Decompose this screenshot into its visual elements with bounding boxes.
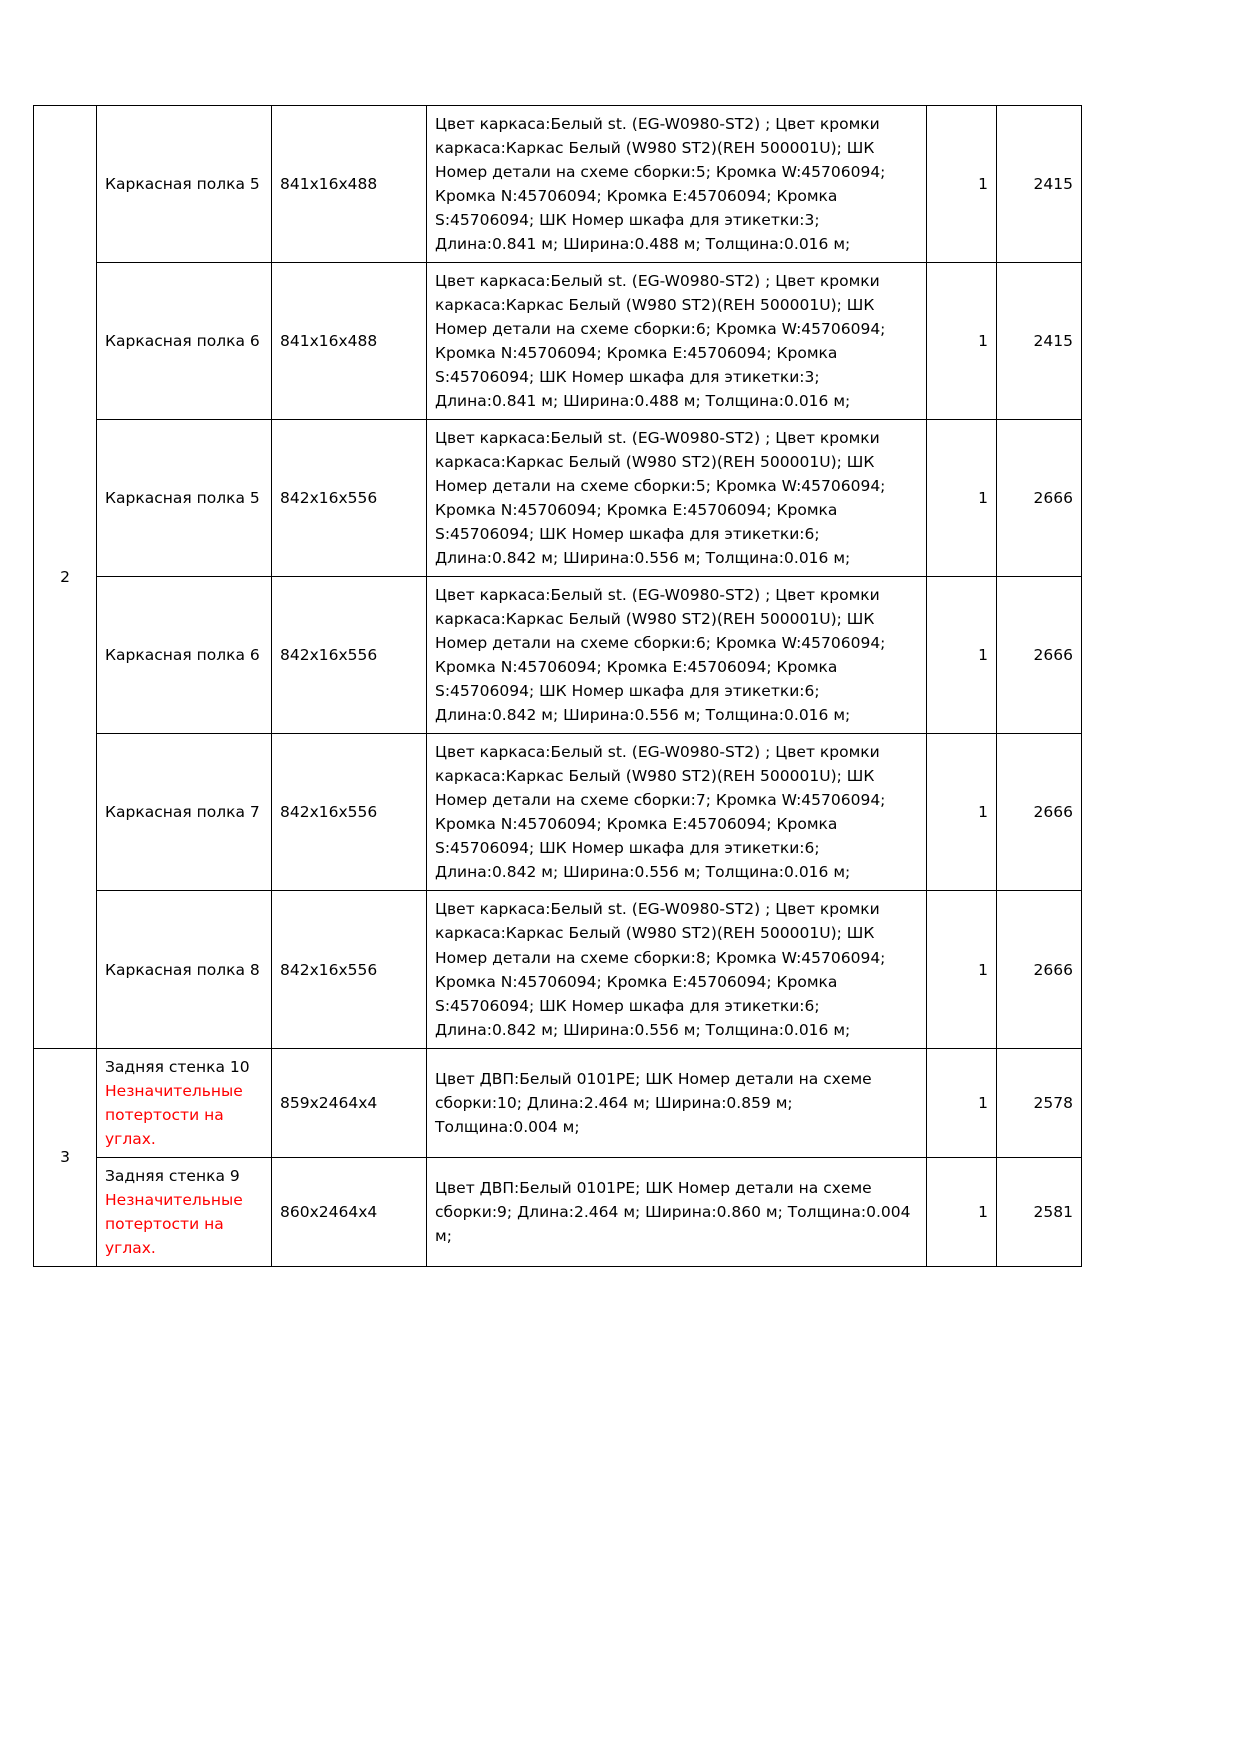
- part-quantity: 1: [927, 420, 997, 577]
- part-name: [97, 106, 272, 263]
- part-dimensions: 842x16x556: [272, 734, 427, 891]
- table-row: [34, 263, 1082, 420]
- part-price: 2666: [997, 734, 1082, 891]
- part-quantity: 1: [927, 891, 997, 1048]
- part-description: Цвет каркаса:Белый st. (EG-W0980-ST2) ; Цвет кромки каркаса:Каркас Белый (W980 ST2)(REH 500001U); ШК Номер детали на схеме сборки:5; Кромка W:45706094; Кромка N:45706094; Кромка E:45706094; Кромка S:45706094; ШК Номер шкафа для этикетки:3; Длина:0.841 м; Ширина:0.488 м; Толщина:0.016 м;: [427, 106, 927, 263]
- part-dimensions: 842x16x556: [272, 577, 427, 734]
- part-price: 2415: [997, 263, 1082, 420]
- part-description: Цвет каркаса:Белый st. (EG-W0980-ST2) ; Цвет кромки каркаса:Каркас Белый (W980 ST2)(REH 500001U); ШК Номер детали на схеме сборки:5; Кромка W:45706094; Кромка N:45706094; Кромка E:45706094; Кромка S:45706094; ШК Номер шкафа для этикетки:6; Длина:0.842 м; Ширина:0.556 м; Толщина:0.016 м;: [427, 420, 927, 577]
- part-price: 2578: [997, 1048, 1082, 1157]
- part-quantity: 1: [927, 263, 997, 420]
- part-name: [97, 734, 272, 891]
- part-name-text: Каркасная полка 6: [105, 646, 260, 665]
- part-name-text: Каркасная полка 7: [105, 803, 260, 822]
- part-description: Цвет каркаса:Белый st. (EG-W0980-ST2) ; Цвет кромки каркаса:Каркас Белый (W980 ST2)(REH 500001U); ШК Номер детали на схеме сборки:7; Кромка W:45706094; Кромка N:45706094; Кромка E:45706094; Кромка S:45706094; ШК Номер шкафа для этикетки:6; Длина:0.842 м; Ширина:0.556 м; Толщина:0.016 м;: [427, 734, 927, 891]
- table-row: [34, 891, 1082, 1048]
- part-name: [97, 420, 272, 577]
- part-dimensions: 860x2464x4: [272, 1157, 427, 1266]
- table-row: [34, 1157, 1082, 1266]
- part-quantity: 1: [927, 106, 997, 263]
- table-row: [34, 1048, 1082, 1157]
- part-name-text: Задняя стенка 9: [105, 1166, 240, 1185]
- part-condition-note: Незначительные потертости на углах.: [105, 1190, 243, 1257]
- part-description: Цвет каркаса:Белый st. (EG-W0980-ST2) ; Цвет кромки каркаса:Каркас Белый (W980 ST2)(REH 500001U); ШК Номер детали на схеме сборки:8; Кромка W:45706094; Кромка N:45706094; Кромка E:45706094; Кромка S:45706094; ШК Номер шкафа для этикетки:6; Длина:0.842 м; Ширина:0.556 м; Толщина:0.016 м;: [427, 891, 927, 1048]
- table-body: [34, 106, 1082, 1267]
- part-description: Цвет ДВП:Белый 0101PE; ШК Номер детали на схеме сборки:9; Длина:2.464 м; Ширина:0.860 м; Толщина:0.004 м;: [427, 1157, 927, 1266]
- part-quantity: 1: [927, 1157, 997, 1266]
- part-name: [97, 263, 272, 420]
- part-dimensions: 842x16x556: [272, 420, 427, 577]
- table-row: [34, 420, 1082, 577]
- part-name: [97, 1157, 272, 1266]
- part-dimensions: 842x16x556: [272, 891, 427, 1048]
- part-name: [97, 1048, 272, 1157]
- part-name-text: Каркасная полка 6: [105, 332, 260, 351]
- part-name: [97, 891, 272, 1048]
- part-price: 2666: [997, 891, 1082, 1048]
- table-row: [34, 577, 1082, 734]
- table-row: [34, 106, 1082, 263]
- part-price: 2415: [997, 106, 1082, 263]
- part-dimensions: 859x2464x4: [272, 1048, 427, 1157]
- row-group-number: 2: [34, 106, 97, 1049]
- part-description: Цвет каркаса:Белый st. (EG-W0980-ST2) ; Цвет кромки каркаса:Каркас Белый (W980 ST2)(REH 500001U); ШК Номер детали на схеме сборки:6; Кромка W:45706094; Кромка N:45706094; Кромка E:45706094; Кромка S:45706094; ШК Номер шкафа для этикетки:3; Длина:0.841 м; Ширина:0.488 м; Толщина:0.016 м;: [427, 263, 927, 420]
- part-price: 2581: [997, 1157, 1082, 1266]
- part-name: [97, 577, 272, 734]
- part-price: 2666: [997, 577, 1082, 734]
- part-description: Цвет каркаса:Белый st. (EG-W0980-ST2) ; Цвет кромки каркаса:Каркас Белый (W980 ST2)(REH 500001U); ШК Номер детали на схеме сборки:6; Кромка W:45706094; Кромка N:45706094; Кромка E:45706094; Кромка S:45706094; ШК Номер шкафа для этикетки:6; Длина:0.842 м; Ширина:0.556 м; Толщина:0.016 м;: [427, 577, 927, 734]
- row-group-number: 3: [34, 1048, 97, 1266]
- part-name-text: Каркасная полка 5: [105, 175, 260, 194]
- part-price: 2666: [997, 420, 1082, 577]
- part-condition-note: Незначительные потертости на углах.: [105, 1081, 243, 1148]
- specification-table: [33, 105, 1082, 1267]
- part-quantity: 1: [927, 1048, 997, 1157]
- part-description: Цвет ДВП:Белый 0101PE; ШК Номер детали на схеме сборки:10; Длина:2.464 м; Ширина:0.859 м; Толщина:0.004 м;: [427, 1048, 927, 1157]
- part-name-text: Каркасная полка 8: [105, 960, 260, 979]
- part-name-text: Задняя стенка 10: [105, 1057, 250, 1076]
- part-name-text: Каркасная полка 5: [105, 489, 260, 508]
- part-dimensions: 841x16x488: [272, 263, 427, 420]
- part-quantity: 1: [927, 577, 997, 734]
- table-row: [34, 734, 1082, 891]
- part-dimensions: 841x16x488: [272, 106, 427, 263]
- part-quantity: 1: [927, 734, 997, 891]
